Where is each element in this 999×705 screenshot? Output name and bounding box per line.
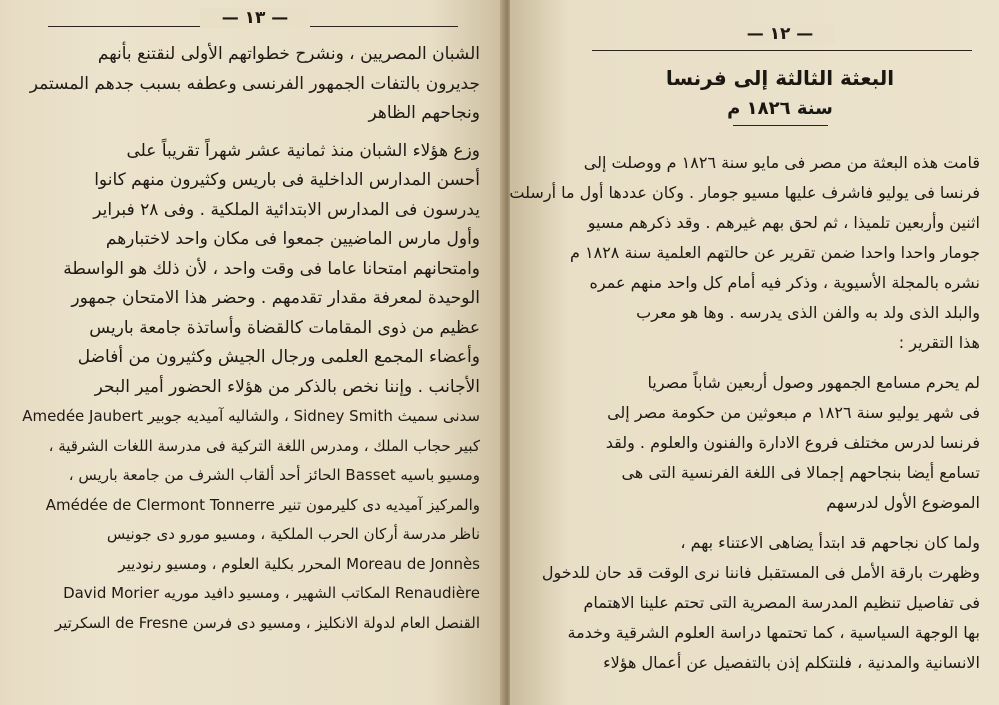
text-line: Moreau de Jonnès المحرر بكلية العلوم ، ومسيو رنوديير	[118, 554, 480, 573]
text-line: وزع هؤلاء الشبان منذ ثمانية عشر شهراً تقريباً على	[126, 140, 480, 161]
text-line: وأعضاء المجمع العلمى ورجال الجيش وكثيرون من أفاضل	[77, 347, 480, 367]
text-line: والمركيز آميديه دى كليرمون تنير Amédée de Clermont Tonnerre	[45, 495, 480, 514]
title-underline	[733, 125, 828, 126]
text-line: Renaudière المكاتب الشهير ، ومسيو دافيد موريه David Morier	[63, 584, 480, 602]
right-page	[510, 0, 999, 705]
text-line: الشبان المصريين ، ونشرح خطواتهم الأولى لنقتنع بأنهم	[97, 44, 480, 64]
text-line: الانسانية والمدنية ، فلنتكلم إذن بالتفصيل عن أعمال هؤلاء	[603, 653, 980, 672]
section-subtitle: سنة ١٨٢٦ م	[727, 98, 833, 119]
text-line: بها الوجهة السياسية ، كما تحتمها دراسة العلوم الشرقية وخدمة	[567, 623, 980, 642]
text-line: وامتحانهم امتحانا عاما فى وقت واحد ، لأن ذلك هو الواسطة	[63, 258, 480, 279]
right-header-rule	[592, 50, 972, 51]
text-line: نشره بالمجلة الأسيوية ، وذكر فيه أمام كل واحد منهم عمره	[589, 273, 980, 292]
text-line: ومسيو باسيه Basset الحائز أحد ألقاب الشرف من جامعة باريس ،	[68, 466, 480, 484]
text-line: القنصل العام لدولة الانكليز ، ومسيو دى فرسن de Fresne السكرتير	[54, 613, 480, 632]
text-line: تسامع أيضا بنجاحهم إجمالا فى اللغة الفرنسية التى هى	[621, 463, 980, 482]
text-line: هذا التقرير :	[898, 333, 980, 352]
left-body-text	[22, 40, 480, 638]
text-line: قامت هذه البعثة من مصر فى مايو سنة ١٨٢٦ م ووصلت إلى	[583, 153, 980, 172]
text-line: لم يحرم مسامع الجمهور وصول أربعين شاباً مصريا	[647, 373, 980, 392]
text-line: فى تفاصيل تنظيم المدرسة المصرية التى تحتم علينا الاهتمام	[583, 593, 980, 612]
text-line: كبير حجاب الملك ، ومدرس اللغة التركية فى مدرسة اللغات الشرقية ،	[48, 436, 480, 455]
text-line: الموضوع الأول لدرسهم	[826, 493, 980, 512]
text-line: الأجانب . وإننا نخص بالذكر من هؤلاء الحضور أمير البحر	[94, 376, 480, 397]
left-page-number: — ١٣ —	[200, 8, 310, 28]
text-line: والبلد الذى ولد به والفن الذى يدرسه . وها هو معرب	[636, 303, 980, 322]
right-body-text	[509, 148, 980, 678]
section-title: البعثة الثالثة إلى فرنسا	[665, 66, 895, 90]
text-line: اثنين وأربعين تلميذا ، ثم لحق بهم غيرهم . وقد ذكرهم مسيو	[587, 213, 980, 232]
section-heading	[630, 66, 930, 126]
text-line: جومار واحدا واحدا ضمن تقرير عن حالتهم العلمية سنة ١٨٢٨ م	[570, 243, 980, 262]
text-line: ناظر مدرسة أركان الحرب الملكية ، ومسيو مورو دى جونيس	[106, 525, 480, 543]
text-line: فى شهر يوليو سنة ١٨٢٦ م مبعوثين من حكومة مصر إلى	[607, 403, 980, 422]
text-line: سدنى سميث Sidney Smith ، والشاليه آميديه جوبير Amedée Jaubert	[22, 407, 480, 425]
text-line: الوحيدة لمعرفة مقدار تقدمهم . وحضر هذا الامتحان جمهور	[71, 288, 480, 308]
text-line: ولما كان نجاحهم قد ابتدأ يضاهى الاعتناء بهم ،	[680, 533, 980, 552]
text-line: عظيم من ذوى المقامات كالقضاة وأساتذة جامعة باريس	[89, 317, 480, 338]
text-line: يدرسون فى المدارس الابتدائية الملكية . وفى ٢٨ فبراير	[93, 199, 480, 220]
text-line: ونجاحهم الظاهر	[368, 103, 480, 123]
text-line: وأول مارس الماضيين جمعوا فى مكان واحد لاختبارهم	[105, 229, 480, 249]
text-line: جديرون بالتفات الجمهور الفرنسى وعطفه بسبب جدهم المستمر	[29, 73, 480, 94]
text-line: وظهرت بارقة الأمل فى المستقبل فاننا نرى الوقت قد حان للدخول	[541, 563, 980, 582]
right-page-number: — ١٢ —	[725, 24, 835, 44]
text-line: أحسن المدارس الداخلية فى باريس وكثيرون منهم كانوا	[94, 170, 480, 190]
text-line: فرنسا لدرس مختلف فروع الادارة والفنون والعلوم . ولقد	[605, 433, 980, 452]
text-line: فرنسا فى يوليو فاشرف عليها مسيو جومار . وكان عددها أول ما أرسلت	[509, 183, 980, 202]
